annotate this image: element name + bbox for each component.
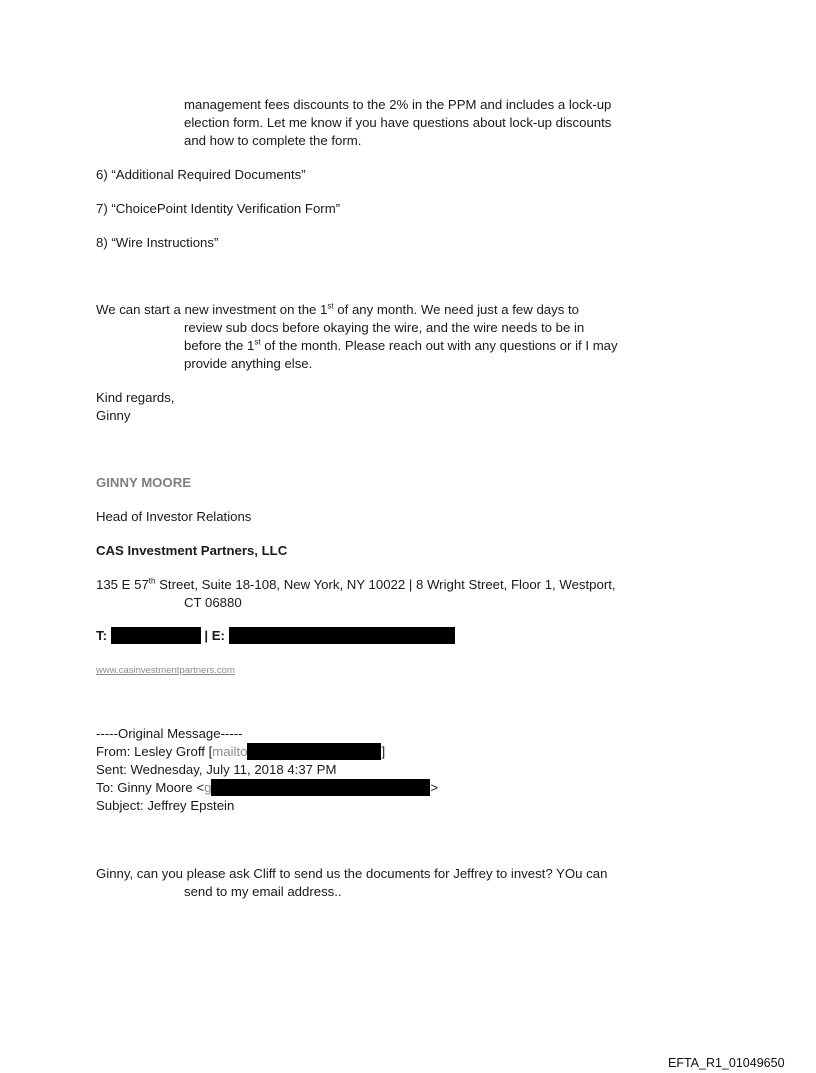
continuation-line-3: and how to complete the form. (184, 133, 362, 148)
original-to-line: To: Ginny Moore <g > (96, 780, 439, 795)
signature-name: GINNY MOORE (96, 475, 192, 490)
signature-address-line-2: CT 06880 (184, 595, 242, 610)
signature-title: Head of Investor Relations (96, 509, 252, 524)
original-body-line-1: Ginny, can you please ask Cliff to send us the documents for Jeffrey to invest? YOu can (96, 866, 608, 881)
continuation-line-2: election form. Let me know if you have questions about lock-up discounts (184, 115, 612, 130)
continuation-line-1: management fees discounts to the 2% in the PPM and includes a lock-up (184, 97, 612, 112)
list-item-6: 6) “Additional Required Documents” (96, 167, 306, 182)
original-from-line: From: Lesley Groff [mailto ] (96, 744, 386, 759)
signature-contact-line: T: | E: (96, 627, 455, 645)
document-id: EFTA_R1_01049650 (668, 1056, 785, 1070)
redacted-to-address (211, 779, 430, 796)
original-subject-line: Subject: Jeffrey Epstein (96, 798, 235, 813)
redacted-phone (111, 627, 201, 644)
original-body-line-2: send to my email address.. (184, 884, 342, 899)
redacted-email (229, 627, 455, 644)
list-item-7: 7) “ChoicePoint Identity Verification Form” (96, 201, 341, 216)
original-message-separator: -----Original Message----- (96, 726, 243, 741)
closing-name: Ginny (96, 408, 131, 423)
signature-company: CAS Investment Partners, LLC (96, 543, 288, 558)
redacted-from-address (247, 743, 381, 760)
phone-label: T (96, 628, 103, 643)
body-line-1: We can start a new investment on the 1st of any month. We need just a few days to (96, 301, 579, 317)
email-label: E (211, 628, 221, 643)
original-sent-line: Sent: Wednesday, July 11, 2018 4:37 PM (96, 762, 337, 777)
body-line-3: before the 1st of the month. Please reach out with any questions or if I may (184, 337, 618, 353)
signature-address-line-1: 135 E 57th Street, Suite 18-108, New York, NY 10022 | 8 Wright Street, Floor 1, Westport, (96, 576, 616, 592)
website-link-row (96, 660, 235, 680)
list-item-8: 8) “Wire Instructions” (96, 235, 219, 250)
closing-regards: Kind regards, (96, 390, 175, 405)
mailto-link[interactable]: mailto (212, 744, 248, 759)
body-line-2: review sub docs before okaying the wire, and the wire needs to be in (184, 320, 585, 335)
body-line-4: provide anything else. (184, 356, 313, 371)
website-link[interactable]: www.casinvestmentpartners.com (96, 665, 235, 676)
